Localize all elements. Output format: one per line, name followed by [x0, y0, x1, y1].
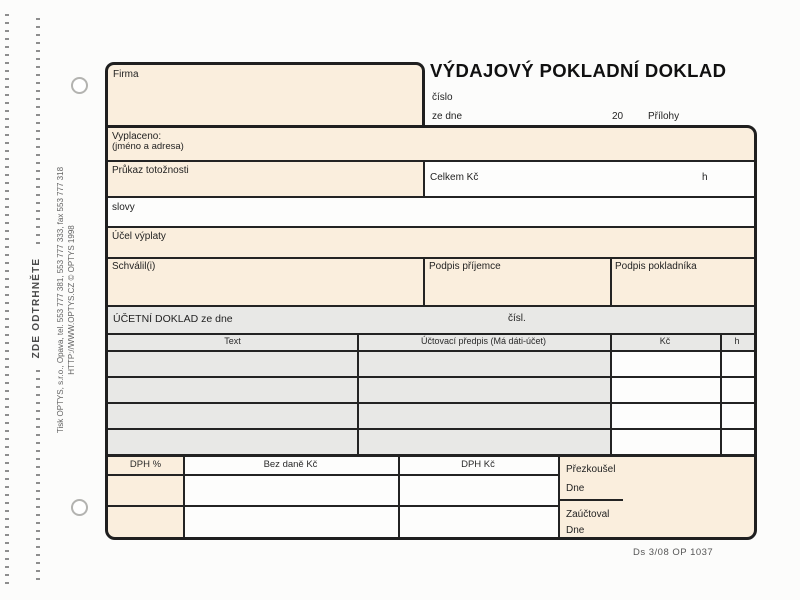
vyplaceno-label: Vyplaceno:: [112, 131, 162, 142]
divider: [558, 499, 623, 501]
divider: [423, 257, 425, 305]
vyplaceno-sub-label: (jméno a adresa): [112, 141, 184, 152]
vat-percent-label: DPH %: [129, 459, 162, 470]
cisl-label: čísl.: [508, 313, 526, 324]
firma-label: Firma: [113, 69, 139, 80]
perforation-line-tear-bottom: [36, 370, 40, 586]
form-code: Ds 3/08 OP 1037: [633, 547, 714, 558]
divider: [108, 257, 754, 259]
celkem-label: Celkem Kč: [430, 172, 479, 183]
printer-info-line2: HTTP://WWW.OPTYS.CZ © OPTYS 1998: [67, 225, 76, 375]
prezkousel-label: Přezkoušel: [566, 464, 616, 475]
printer-info: [55, 130, 77, 470]
divider: [610, 257, 612, 305]
zauctoval-label: Zaúčtoval: [566, 509, 610, 520]
ze-dne-label: ze dne: [432, 111, 463, 122]
tear-here-label: ZDE ODTRHNĚTE: [31, 257, 42, 359]
divider: [108, 196, 754, 198]
vat-row: [108, 474, 558, 505]
ucel-label: Účel výplaty: [112, 231, 166, 242]
table-row: [108, 402, 754, 428]
form-body: [105, 125, 757, 540]
schvalil-label: Schválil(i): [112, 261, 156, 272]
divider: [108, 333, 754, 335]
slovy-row: [108, 196, 754, 226]
podpis-prijemce-label: Podpis příjemce: [429, 261, 501, 272]
podpis-pokladnika-label: Podpis pokladníka: [615, 261, 697, 272]
printer-info-line1: Tisk OPTYS, s.r.o., Opava, tel. 553 777 381, 553 777 333, fax 553 777 318: [56, 166, 65, 434]
vat-base-label: Bez daně Kč: [263, 459, 318, 470]
slovy-label: slovy: [112, 202, 135, 213]
divider: [423, 160, 425, 196]
divider: [108, 160, 754, 162]
ucetni-doklad-label: ÚČETNÍ DOKLAD ze dne: [113, 313, 233, 325]
perforation-line-outer: [5, 14, 9, 586]
divider: [108, 305, 754, 307]
vat-row: [108, 505, 558, 537]
prukaz-label: Průkaz totožnosti: [112, 165, 189, 176]
vat-amount-label: DPH Kč: [461, 459, 495, 470]
divider: [108, 454, 754, 457]
punch-hole-top: [71, 77, 88, 94]
dne-label-2: Dne: [566, 525, 585, 536]
table-row: [108, 350, 754, 376]
divider: [558, 454, 560, 537]
prilohy-label: Přílohy: [648, 111, 680, 122]
perforation-line-tear-top: [36, 18, 40, 246]
year-prefix-label: 20: [612, 111, 624, 122]
divider: [108, 226, 754, 228]
firma-box: [105, 62, 425, 125]
table-header-h: h: [734, 336, 740, 346]
table-header-text: Text: [224, 336, 241, 346]
table-row: [108, 376, 754, 402]
table-header-predpis: Účtovací předpis (Má dáti-účet): [420, 336, 547, 346]
punch-hole-bottom: [71, 499, 88, 516]
table-header-kc: Kč: [659, 336, 671, 346]
cislo-label: číslo: [432, 92, 453, 103]
table-row: [108, 428, 754, 454]
form-title: VÝDAJOVÝ POKLADNÍ DOKLAD: [430, 60, 727, 81]
dne-label-1: Dne: [566, 483, 585, 494]
haler-label: h: [702, 172, 708, 183]
